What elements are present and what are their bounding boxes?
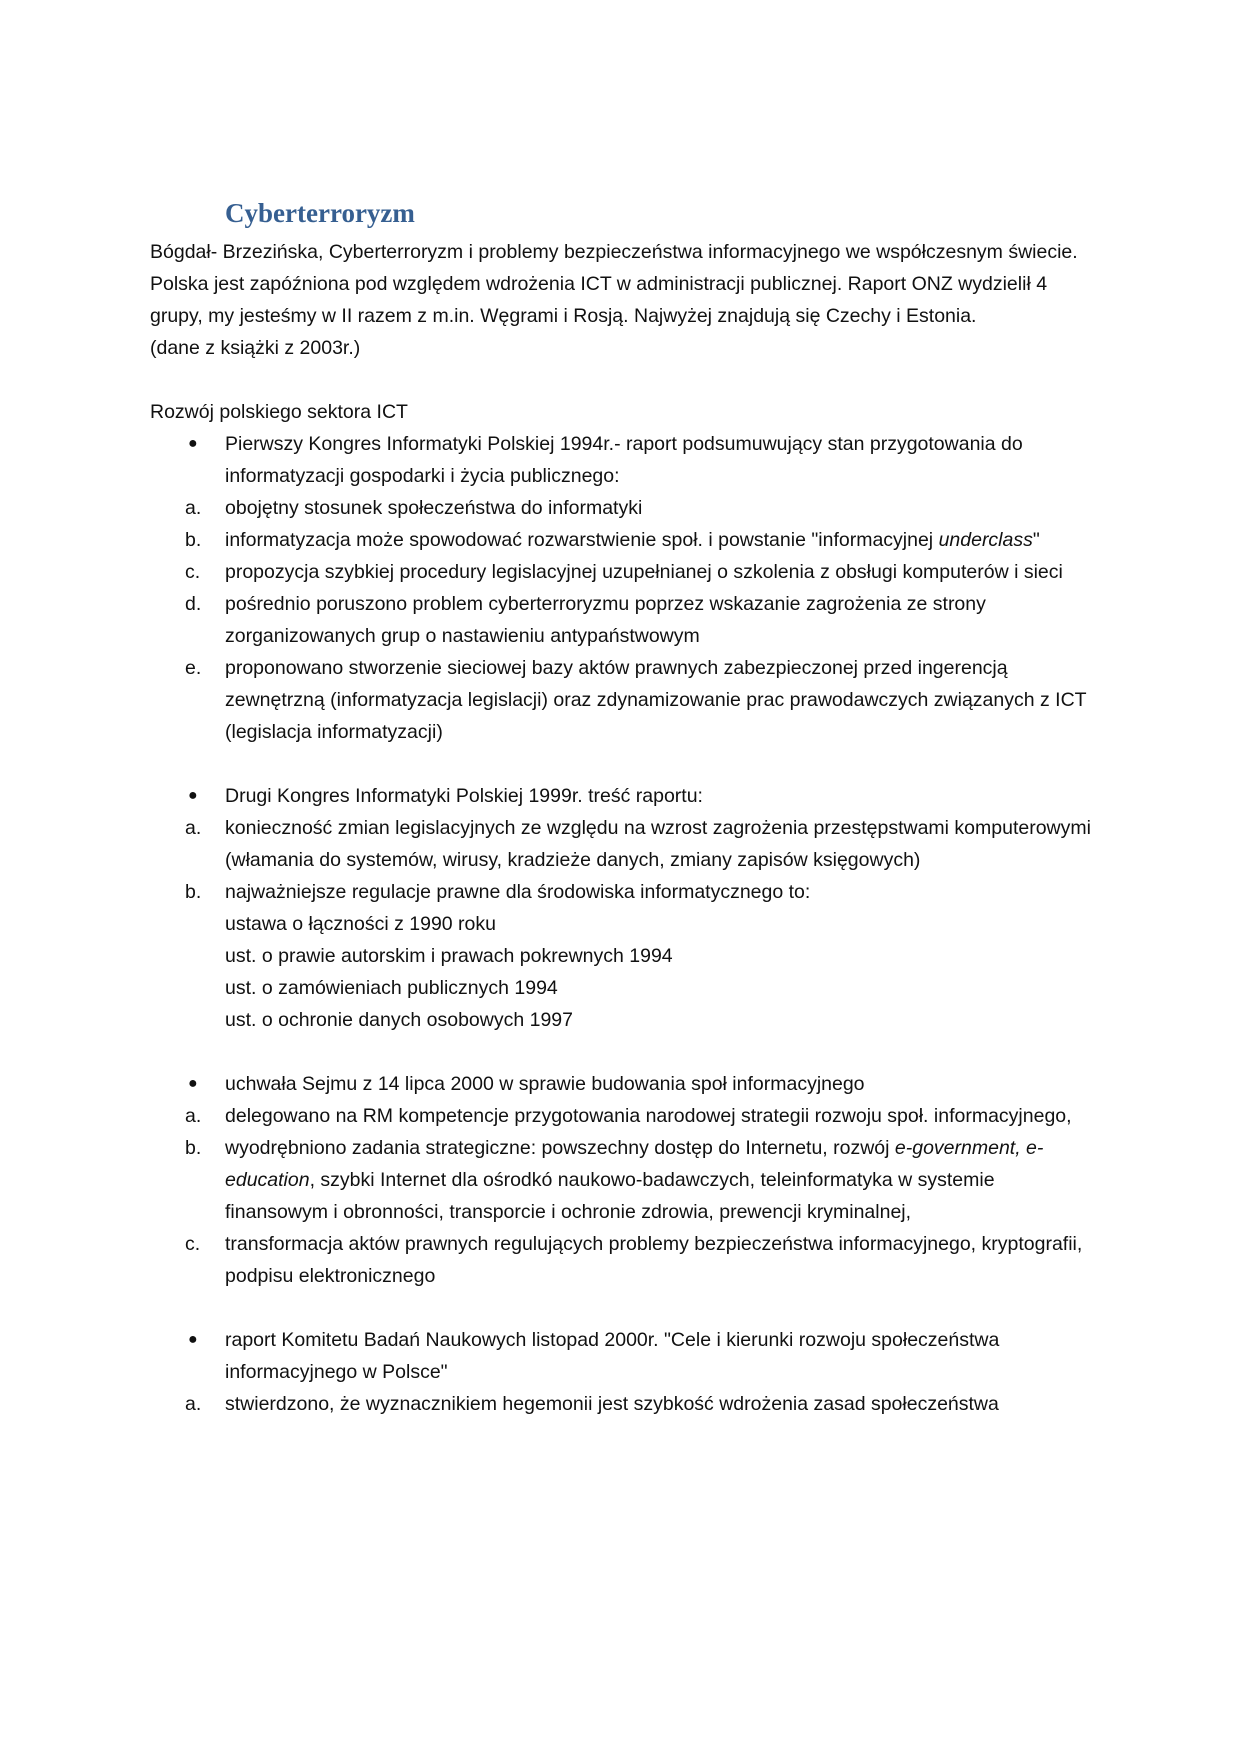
list-item xyxy=(150,1228,1100,1292)
list-marker: b. xyxy=(185,1137,202,1159)
list-text: informatyzacja może spowodować rozwarstwienie społ. i powstanie "informacyjnej xyxy=(225,529,939,551)
list-text: obojętny stosunek społeczeństwa do informatyki xyxy=(225,497,643,519)
list-item xyxy=(150,876,1100,908)
section-kongres-1994 xyxy=(150,428,1100,748)
list-text: konieczność zmian legislacyjnych ze względu na wzrost zagrożenia przestępstwami komputerowymi (włamania do systemów, wirusy, kradzieże danych, zmiany zapisów księgowych) xyxy=(225,817,1091,871)
italic-term: underclass xyxy=(938,529,1033,551)
bullet-item xyxy=(150,1068,1100,1100)
bullet-item xyxy=(150,428,1100,492)
bullet-icon: ● xyxy=(188,435,198,452)
document-title: Cyberterroryzm xyxy=(225,198,415,228)
list-text-end: , szybki Internet dla ośrodkó naukowo-badawczych, teleinformatyka w systemie finansowym i obronności, transporcie i ochronie zdrowia, prewencji kryminalnej, xyxy=(225,1169,995,1223)
source-citation: Bógdał- Brzezińska, Cyberterroryzm i problemy bezpieczeństwa informacyjnego we współczesnym świecie. xyxy=(150,241,1078,263)
list-item xyxy=(150,556,1100,588)
list-item xyxy=(150,524,1100,556)
list-marker: b. xyxy=(185,529,202,551)
intro-paragraph: Polska jest zapóźniona pod względem wdrożenia ICT w administracji publicznej. Raport ONZ wydzielił 4 grupy, my jesteśmy w II razem z m.in. Węgrami i Rosją. Najwyżej znajdują się Czechy i Estonia. xyxy=(150,273,1048,327)
spacer xyxy=(150,1036,1100,1068)
list-item xyxy=(150,492,1100,524)
section-raport-kbn xyxy=(150,1324,1100,1420)
bullet-text: Pierwszy Kongres Informatyki Polskiej 1994r.- raport podsumuwujący stan przygotowania do informatyzacji gospodarki i życia publicznego: xyxy=(225,433,1023,487)
bullet-icon: ● xyxy=(188,1331,198,1348)
list-marker: b. xyxy=(185,881,202,903)
bullet-text: Drugi Kongres Informatyki Polskiej 1999r. treść raportu: xyxy=(225,785,703,807)
list-text: transformacja aktów prawnych regulujących problemy bezpieczeństwa informacyjnego, kryptografii, podpisu elektronicznego xyxy=(225,1233,1083,1287)
spacer xyxy=(150,748,1100,780)
list-item xyxy=(150,652,1100,748)
list-marker: a. xyxy=(185,1105,202,1127)
list-item xyxy=(150,1100,1100,1132)
list-text: wyodrębniono zadania strategiczne: powszechny dostęp do Internetu, rozwój xyxy=(225,1137,895,1159)
list-text: delegowano na RM kompetencje przygotowania narodowej strategii rozwoju społ. informacyjnego, xyxy=(225,1105,1072,1127)
bullet-item xyxy=(150,780,1100,812)
bullet-icon: ● xyxy=(188,787,198,804)
list-item xyxy=(150,1132,1100,1228)
list-text: pośrednio poruszono problem cyberterroryzmu poprzez wskazanie zagrożenia ze strony zorganizowanych grup o nastawieniu antypaństwowym xyxy=(225,593,986,647)
law-line: ustawa o łączności z 1990 roku xyxy=(225,913,496,935)
list-item xyxy=(150,588,1100,652)
bullet-text: raport Komitetu Badań Naukowych listopad 2000r. "Cele i kierunki rozwoju społeczeństwa informacyjnego w Polsce" xyxy=(225,1329,1000,1383)
list-text: stwierdzono, że wyznacznikiem hegemonii jest szybkość wdrożenia zasad społeczeństwa xyxy=(225,1393,999,1415)
list-marker: c. xyxy=(185,561,201,583)
list-text-end: " xyxy=(1032,529,1040,551)
law-line: ust. o ochronie danych osobowych 1997 xyxy=(225,1009,573,1031)
list-marker: c. xyxy=(185,1233,201,1255)
italic-term: e-government, e-education xyxy=(225,1137,1044,1191)
list-marker: a. xyxy=(185,1393,202,1415)
list-marker: d. xyxy=(185,593,202,615)
data-note: (dane z książki z 2003r.) xyxy=(150,337,361,359)
spacer xyxy=(150,364,1100,396)
section-uchwala-sejmu xyxy=(150,1068,1100,1292)
law-line: ust. o zamówieniach publicznych 1994 xyxy=(225,977,558,999)
spacer xyxy=(150,1292,1100,1324)
list-marker: a. xyxy=(185,817,202,839)
bullet-icon: ● xyxy=(188,1075,198,1092)
bullet-item xyxy=(150,1324,1100,1388)
list-item xyxy=(150,812,1100,876)
document-body xyxy=(150,236,1100,1420)
list-text: propozycja szybkiej procedury legislacyjnej uzupełnianej o szkolenia z obsługi komputerów i sieci xyxy=(225,561,1063,583)
list-text: proponowano stworzenie sieciowej bazy aktów prawnych zabezpieczonej przed ingerencją zewnętrzną (informatyzacja legislacji) oraz zdynamizowanie prac prawodawczych związanych z ICT (legislacja informatyzacji) xyxy=(225,657,1087,743)
list-item xyxy=(150,1388,1100,1420)
list-marker: e. xyxy=(185,657,202,679)
list-marker: a. xyxy=(185,497,202,519)
law-line: ust. o prawie autorskim i prawach pokrewnych 1994 xyxy=(225,945,673,967)
section-kongres-1999 xyxy=(150,780,1100,1036)
bullet-text: uchwała Sejmu z 14 lipca 2000 w sprawie budowania społ informacyjnego xyxy=(225,1073,865,1095)
list-text: najważniejsze regulacje prawne dla środowiska informatycznego to: xyxy=(225,881,811,903)
section-heading: Rozwój polskiego sektora ICT xyxy=(150,401,408,423)
